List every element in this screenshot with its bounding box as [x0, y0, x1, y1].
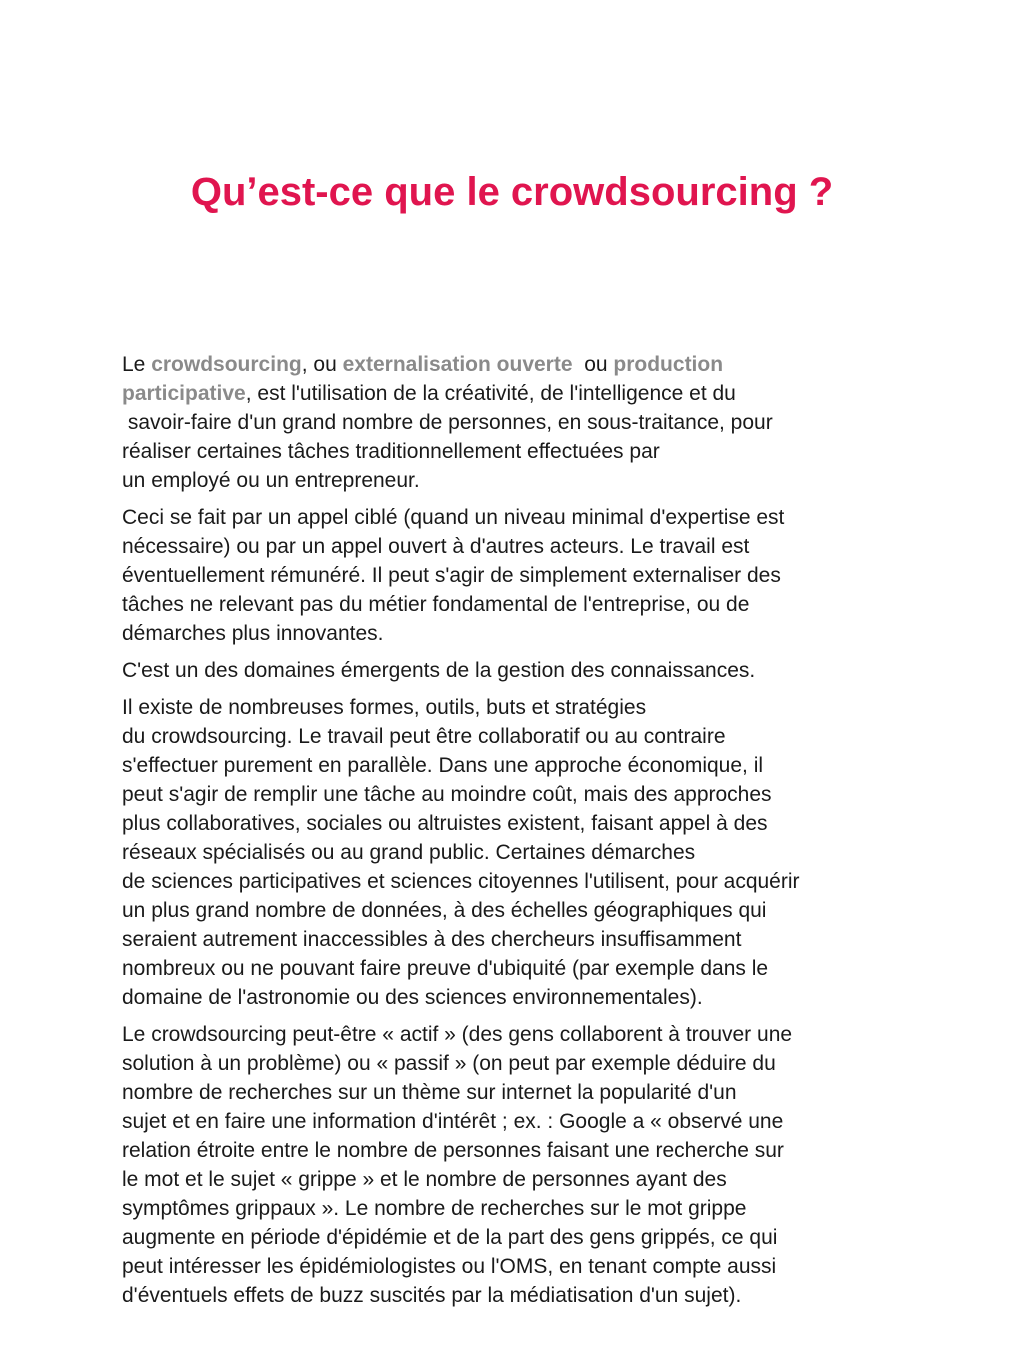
term-participative: participative [122, 382, 246, 405]
paragraph-line: nécessaire) ou par un appel ouvert à d'autres acteurs. Le travail est [122, 535, 750, 558]
paragraph-line: C'est un des domaines émergents de la gestion des connaissances. [122, 659, 756, 682]
paragraph-domaines [122, 656, 912, 685]
intro-text-3: ou [572, 353, 614, 376]
intro-paragraph [122, 350, 912, 495]
paragraph-line: solution à un problème) ou « passif » (on peut par exemple déduire du [122, 1052, 776, 1075]
paragraph-line: peut intéresser les épidémiologistes ou l'OMS, en tenant compte aussi [122, 1255, 777, 1278]
intro-line-5: un employé ou un entrepreneur. [122, 469, 420, 492]
paragraph-line: Ceci se fait par un appel ciblé (quand un niveau minimal d'expertise est [122, 506, 785, 529]
intro-line-1 [122, 350, 912, 379]
paragraph-line: augmente en période d'épidémie et de la part des gens grippés, ce qui [122, 1226, 778, 1249]
paragraph-line: du crowdsourcing. Le travail peut être collaboratif ou au contraire [122, 725, 726, 748]
article-body [122, 350, 912, 1318]
paragraph-line: éventuellement rémunéré. Il peut s'agir de simplement externaliser des [122, 564, 781, 587]
paragraph-line: domaine de l'astronomie ou des sciences environnementales). [122, 986, 703, 1009]
paragraph-line: un plus grand nombre de données, à des échelles géographiques qui [122, 899, 767, 922]
intro-text-1: Le [122, 353, 152, 376]
paragraph-line: le mot et le sujet « grippe » et le nombre de personnes ayant des [122, 1168, 727, 1191]
paragraph-line: seraient autrement inaccessibles à des chercheurs insuffisamment [122, 928, 742, 951]
paragraph-line: s'effectuer purement en parallèle. Dans une approche économique, il [122, 754, 764, 777]
paragraph-line: démarches plus innovantes. [122, 622, 384, 645]
term-crowdsourcing: crowdsourcing [151, 353, 302, 376]
paragraph-line: tâches ne relevant pas du métier fondamental de l'entreprise, ou de [122, 593, 750, 616]
paragraph-line: Il existe de nombreuses formes, outils, buts et stratégies [122, 696, 647, 719]
paragraph-formes [122, 693, 912, 1012]
term-externalisation-ouverte: externalisation ouverte [342, 353, 573, 376]
intro-text-4: , est l'utilisation de la créativité, de l'intelligence et du [245, 382, 736, 405]
paragraph-line: relation étroite entre le nombre de personnes faisant une recherche sur [122, 1139, 784, 1162]
term-production: production [613, 353, 724, 376]
paragraph-line: réseaux spécialisés ou au grand public. Certaines démarches [122, 841, 696, 864]
paragraph-line: sujet et en faire une information d'intérêt ; ex. : Google a « observé une [122, 1110, 784, 1133]
paragraph-line: d'éventuels effets de buzz suscités par la médiatisation d'un sujet). [122, 1284, 742, 1307]
paragraph-line: symptômes grippaux ». Le nombre de recherches sur le mot grippe [122, 1197, 747, 1220]
paragraph-line: Le crowdsourcing peut-être « actif » (des gens collaborent à trouver une [122, 1023, 793, 1046]
paragraph-actif-passif [122, 1020, 912, 1310]
intro-text-2: , ou [301, 353, 343, 376]
paragraph-line: nombre de recherches sur un thème sur internet la popularité d'un [122, 1081, 737, 1104]
intro-line-2 [122, 379, 912, 408]
paragraph-line: peut s'agir de remplir une tâche au moindre coût, mais des approches [122, 783, 772, 806]
page-title: Qu’est-ce que le crowdsourcing ? [190, 170, 834, 214]
paragraph-appel [122, 503, 912, 648]
paragraph-line: de sciences participatives et sciences citoyennes l'utilisent, pour acquérir [122, 870, 800, 893]
intro-line-3: savoir-faire d'un grand nombre de personnes, en sous-traitance, pour [122, 411, 773, 434]
paragraph-line: plus collaboratives, sociales ou altruistes existent, faisant appel à des [122, 812, 768, 835]
intro-line-4: réaliser certaines tâches traditionnellement effectuées par [122, 440, 660, 463]
paragraph-line: nombreux ou ne pouvant faire preuve d'ubiquité (par exemple dans le [122, 957, 769, 980]
